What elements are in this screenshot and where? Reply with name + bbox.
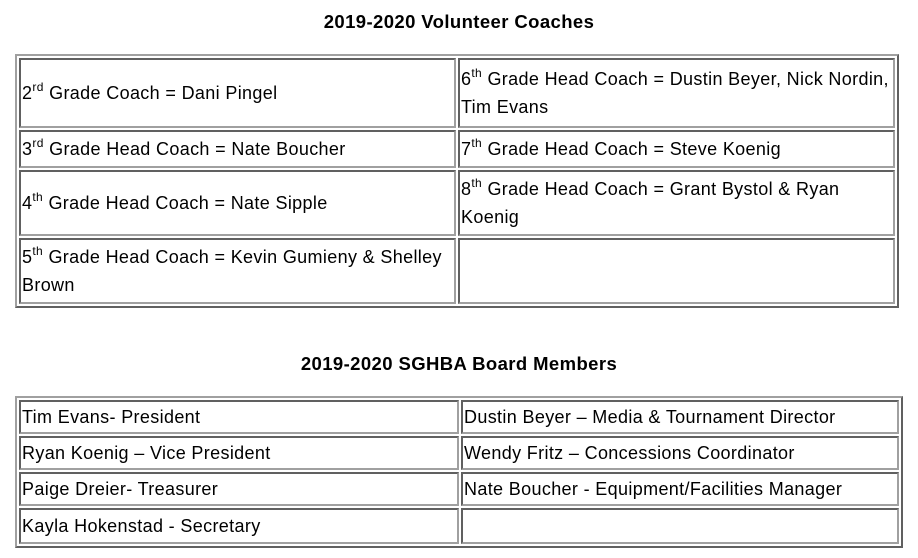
grade-number: 4 xyxy=(22,193,33,213)
board-member: Paige Dreier- Treasurer xyxy=(19,472,459,506)
table-row xyxy=(19,170,895,236)
table-row xyxy=(19,472,899,506)
grade-number: 6 xyxy=(461,69,472,89)
table-cell xyxy=(19,170,456,236)
grade-number: 5 xyxy=(22,247,33,267)
table-row xyxy=(19,436,899,470)
table-cell xyxy=(458,130,895,168)
table-row xyxy=(19,130,895,168)
coaches-title: 2019-2020 Volunteer Coaches xyxy=(323,11,595,32)
coaches-table xyxy=(15,54,899,308)
board-member: Dustin Beyer – Media & Tournament Director xyxy=(461,400,899,434)
grade-suffix: rd xyxy=(32,80,44,94)
board-title: 2019-2020 SGHBA Board Members xyxy=(300,353,618,374)
coach-text: Grade Head Coach = Nate Boucher xyxy=(43,139,346,159)
grade-suffix: th xyxy=(471,66,483,80)
table-row xyxy=(19,400,899,434)
table-cell xyxy=(19,130,456,168)
board-table xyxy=(15,396,903,548)
board-member: Ryan Koenig – Vice President xyxy=(19,436,459,470)
grade-number: 2 xyxy=(22,83,33,103)
grade-suffix: th xyxy=(32,190,44,204)
table-cell xyxy=(458,58,895,128)
empty-cell xyxy=(461,508,899,544)
table-row xyxy=(19,238,895,304)
grade-suffix: rd xyxy=(32,136,44,150)
grade-number: 8 xyxy=(461,179,472,199)
grade-suffix: th xyxy=(471,136,483,150)
coach-text: Grade Head Coach = Steve Koenig xyxy=(482,139,781,159)
grade-number: 7 xyxy=(461,139,472,159)
table-cell xyxy=(458,170,895,236)
coach-text: Grade Coach = Dani Pingel xyxy=(43,83,278,103)
coach-text: Grade Head Coach = Dustin Beyer, Nick Nordin, Tim Evans xyxy=(461,69,889,117)
coach-text: Grade Head Coach = Kevin Gumieny & Shelley Brown xyxy=(22,247,442,295)
table-row xyxy=(19,58,895,128)
grade-suffix: th xyxy=(471,176,483,190)
coach-text: Grade Head Coach = Nate Sipple xyxy=(43,193,328,213)
table-cell xyxy=(19,238,456,304)
table-cell xyxy=(19,58,456,128)
coach-text: Grade Head Coach = Grant Bystol & Ryan Koenig xyxy=(461,179,840,227)
table-row xyxy=(19,508,899,544)
grade-suffix: th xyxy=(32,244,44,258)
board-member: Kayla Hokenstad - Secretary xyxy=(19,508,459,544)
board-member: Nate Boucher - Equipment/Facilities Manager xyxy=(461,472,899,506)
grade-number: 3 xyxy=(22,139,33,159)
empty-cell xyxy=(458,238,895,304)
board-member: Tim Evans- President xyxy=(19,400,459,434)
board-member: Wendy Fritz – Concessions Coordinator xyxy=(461,436,899,470)
